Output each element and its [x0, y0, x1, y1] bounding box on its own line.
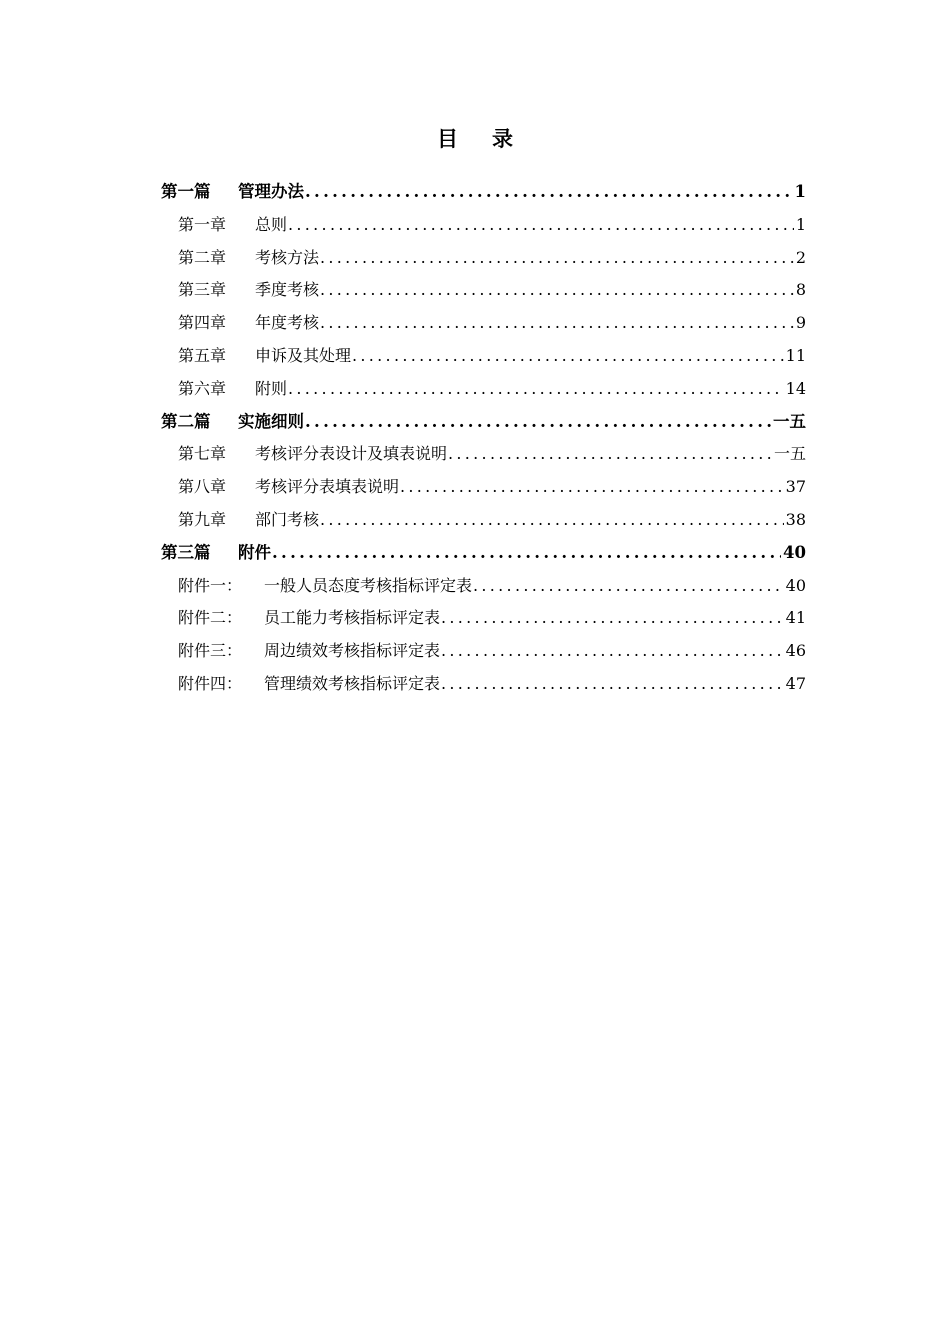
toc-entry-label: 考核评分表设计及填表说明 [255, 444, 448, 464]
toc-entry-page: 1 [794, 182, 806, 201]
toc-entry-page: 38 [785, 509, 806, 529]
toc-entry-number: 附件二： [178, 608, 243, 628]
toc-leader-dots [319, 504, 784, 537]
toc-entry-label: 附件 [238, 542, 271, 562]
toc-entry-appendix[interactable] [161, 635, 806, 668]
toc-entry-number: 第二篇 [161, 411, 211, 431]
toc-entry-number: 附件四： [178, 673, 243, 693]
toc-leader-dots [447, 438, 772, 471]
toc-leader-dots [287, 209, 794, 242]
toc-entry-chapter[interactable] [161, 307, 806, 340]
toc-entry-number: 第四章 [178, 313, 227, 333]
toc-entry-chapter[interactable] [161, 242, 806, 275]
toc-entry-label: 附则 [255, 378, 288, 398]
toc-leader-dots [440, 668, 784, 701]
toc-entry-part[interactable] [161, 537, 806, 570]
toc-entry-chapter[interactable] [161, 504, 806, 537]
toc-entry-number: 第九章 [178, 509, 227, 529]
toc-entry-label: 一般人员态度考核指标评定表 [264, 575, 473, 595]
toc-entry-page: 一五 [773, 411, 806, 431]
toc-entry-appendix[interactable] [161, 570, 806, 603]
toc-entry-chapter[interactable] [161, 438, 806, 471]
toc-entry-number: 附件一： [178, 575, 243, 595]
toc-leader-dots [472, 570, 784, 603]
toc-entry-label: 管理办法 [238, 182, 304, 201]
toc-leader-dots [319, 242, 794, 275]
toc-entry-chapter[interactable] [161, 209, 806, 242]
toc-entry-chapter[interactable] [161, 471, 806, 504]
toc-entry-number: 第一篇 [161, 182, 211, 201]
toc-title: 目录 [437, 126, 547, 151]
toc-entry-page: 2 [795, 247, 806, 267]
toc-entry-number: 第二章 [178, 247, 227, 267]
toc-entry-number: 第六章 [178, 378, 227, 398]
toc-leader-dots [319, 307, 794, 340]
toc-entry-label: 实施细则 [238, 411, 304, 431]
toc-entry-page: 一五 [773, 444, 806, 464]
toc-entry-page: 46 [785, 641, 806, 661]
toc-entry-label: 季度考核 [255, 280, 320, 300]
toc-leader-dots [304, 176, 793, 209]
toc-entry-appendix[interactable] [161, 602, 806, 635]
toc-entry-page: 11 [785, 345, 806, 365]
toc-entry-number: 第三章 [178, 280, 227, 300]
toc-entry-page: 41 [785, 608, 806, 628]
toc-entry-number: 第三篇 [161, 542, 211, 562]
toc-entry-page: 9 [795, 313, 806, 333]
toc-leader-dots [287, 373, 784, 406]
toc-entry-appendix[interactable] [161, 668, 806, 701]
toc-entry-number: 第七章 [178, 444, 227, 464]
toc-leader-dots [319, 274, 794, 307]
toc-entry-number: 第一章 [178, 214, 227, 234]
toc-entry-page: 47 [785, 673, 806, 693]
toc-leader-dots [440, 602, 784, 635]
toc-entry-page: 8 [795, 280, 806, 300]
toc-entry-number: 第五章 [178, 345, 227, 365]
toc-leader-dots [440, 635, 784, 668]
toc-leader-dots [304, 406, 771, 439]
toc-entry-label: 考核评分表填表说明 [255, 477, 400, 497]
toc-entry-label: 管理绩效考核指标评定表 [264, 673, 441, 693]
toc-entry-label: 周边绩效考核指标评定表 [264, 641, 441, 661]
toc-entry-page: 14 [785, 378, 806, 398]
toc-entry-chapter[interactable] [161, 340, 806, 373]
toc-leader-dots [271, 537, 781, 570]
toc-entry-chapter[interactable] [161, 373, 806, 406]
toc-entry-page: 40 [785, 575, 806, 595]
toc-leader-dots [351, 340, 784, 373]
toc-entry-label: 员工能力考核指标评定表 [264, 608, 441, 628]
toc-entry-label: 总则 [255, 214, 288, 234]
toc-leader-dots [399, 471, 784, 504]
toc-entry-number: 第八章 [178, 477, 227, 497]
table-of-contents [161, 176, 806, 701]
toc-entry-label: 部门考核 [255, 509, 320, 529]
toc-entry-page: 37 [785, 477, 806, 497]
toc-entry-page: 1 [795, 214, 806, 234]
toc-entry-part[interactable] [161, 176, 806, 209]
toc-entry-page: 40 [783, 542, 806, 562]
toc-entry-number: 附件三： [178, 641, 243, 661]
toc-entry-label: 申诉及其处理 [255, 345, 352, 365]
toc-entry-chapter[interactable] [161, 274, 806, 307]
toc-entry-part[interactable] [161, 406, 806, 439]
toc-entry-label: 年度考核 [255, 313, 320, 333]
toc-entry-label: 考核方法 [255, 247, 320, 267]
